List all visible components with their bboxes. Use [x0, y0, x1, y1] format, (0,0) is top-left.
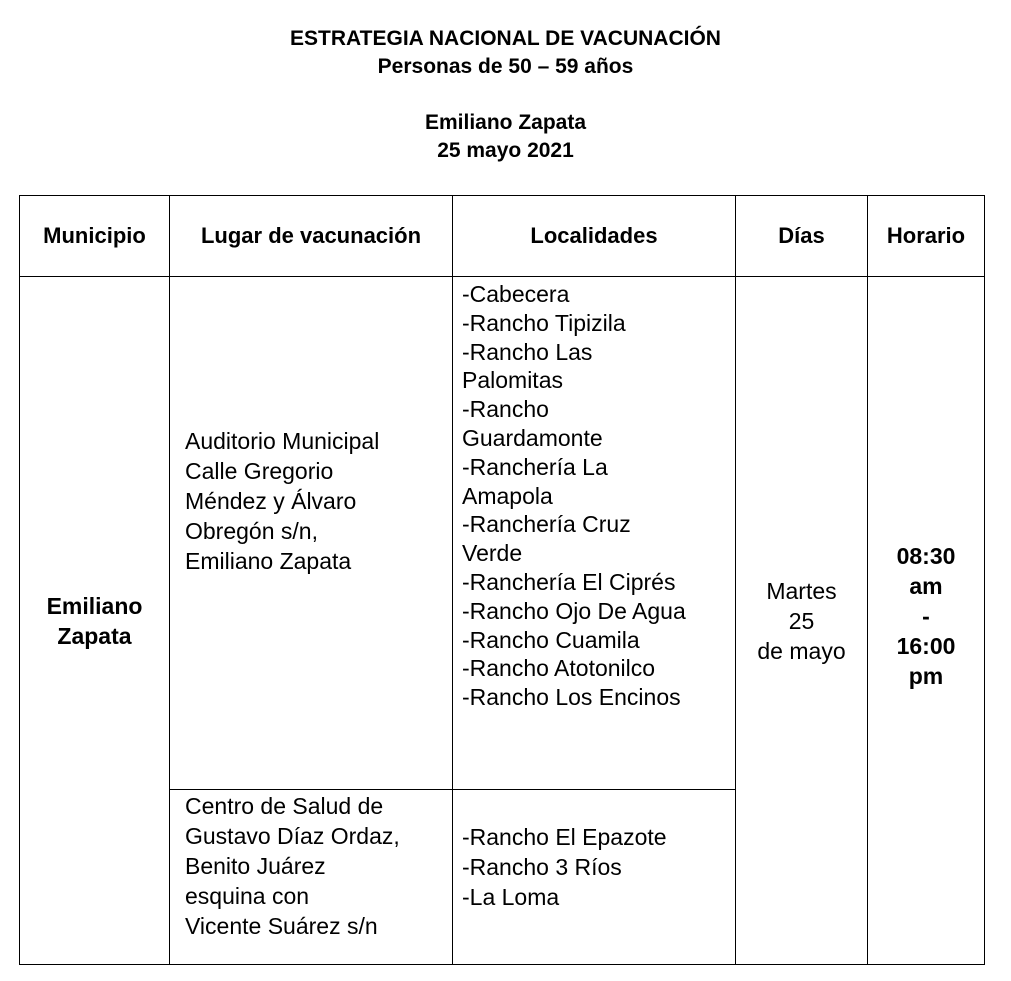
lugar-line: Méndez y Álvaro	[185, 487, 357, 514]
localidades-cell	[453, 277, 736, 790]
localidad-item: Guardamonte	[462, 424, 603, 451]
column-header-lugar: Lugar de vacunación	[170, 196, 453, 277]
localidad-item: -Rancho Las	[462, 338, 593, 365]
localidad-item: -Rancho	[462, 396, 549, 423]
lugar-line: Centro de Salud de	[185, 793, 384, 819]
lugar-line: Emiliano Zapata	[185, 547, 352, 574]
table-row	[20, 277, 985, 790]
localidad-item: -Rancho 3 Ríos	[462, 854, 622, 880]
column-header-dias: Días	[736, 196, 868, 277]
municipio-cell	[20, 277, 170, 965]
document-title: ESTRATEGIA NACIONAL DE VACUNACIÓN	[290, 27, 721, 50]
localidad-item: -Rancho Tipizila	[462, 309, 626, 336]
column-header-horario: Horario	[868, 196, 985, 277]
localidad-item: Amapola	[462, 482, 553, 509]
horario-line: -	[922, 602, 930, 629]
horario-line: am	[909, 572, 943, 599]
place-heading: Emiliano Zapata	[424, 111, 587, 134]
localidad-item: -Rancho El Epazote	[462, 824, 667, 850]
localidad-item: -Rancho Ojo De Agua	[462, 597, 686, 624]
lugar-line: Gustavo Díaz Ordaz,	[185, 823, 400, 849]
lugar-line: Auditorio Municipal	[185, 427, 380, 454]
lugar-line: Obregón s/n,	[185, 517, 318, 544]
lugar-line: esquina con	[185, 883, 310, 909]
localidad-item: Verde	[462, 540, 523, 567]
lugar-line: Vicente Suárez s/n	[185, 913, 378, 939]
table-header-row	[20, 196, 985, 277]
lugar-line: Benito Juárez	[185, 853, 326, 879]
column-header-municipio: Municipio	[20, 196, 170, 277]
municipio-line: Emiliano	[46, 592, 143, 619]
dias-line: Martes	[766, 577, 837, 604]
dias-line: de mayo	[757, 637, 846, 664]
lugar-line: Calle Gregorio	[185, 457, 334, 484]
dias-cell	[736, 277, 868, 965]
localidades-cell	[453, 790, 736, 965]
horario-line: 08:30	[896, 542, 956, 569]
dias-line: 25	[788, 607, 815, 634]
horario-line: pm	[908, 662, 944, 689]
localidad-item: -Rancho Atotonilco	[462, 655, 656, 682]
localidad-item: -Ranchería La	[462, 453, 608, 480]
localidad-item: -Rancho Cuamila	[462, 626, 640, 653]
horario-line: 16:00	[896, 632, 956, 659]
column-header-localidades: Localidades	[453, 196, 736, 277]
localidad-item: -Cabecera	[462, 281, 570, 307]
lugar-cell	[170, 790, 453, 965]
localidad-item: -Ranchería El Ciprés	[462, 568, 676, 595]
vaccination-table	[19, 195, 985, 965]
localidad-item: Palomitas	[462, 367, 563, 394]
horario-cell	[868, 277, 985, 965]
document-subtitle: Personas de 50 – 59 años	[377, 55, 634, 78]
date-heading: 25 mayo 2021	[437, 139, 574, 162]
municipio-line: Zapata	[57, 622, 132, 649]
lugar-cell	[170, 277, 453, 790]
localidad-item: -Rancho Los Encinos	[462, 684, 681, 711]
localidad-item: -Ranchería Cruz	[462, 511, 631, 538]
localidad-item: -La Loma	[462, 884, 560, 910]
